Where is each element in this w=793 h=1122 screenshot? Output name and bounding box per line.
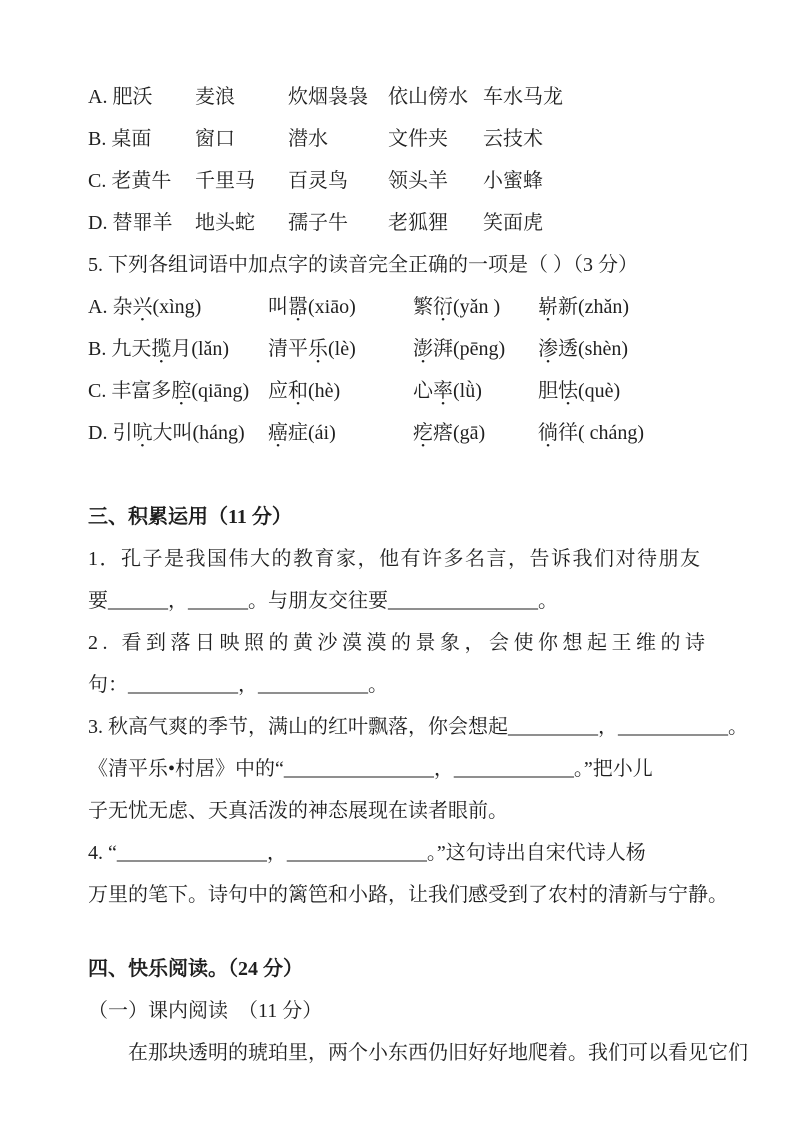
word: 车水马龙 [483,86,563,108]
word: 文件夹 [388,128,448,150]
dotted-char: 揽 [151,338,172,360]
pinyin-term [88,370,258,412]
term-post: (qiāng) [191,380,250,402]
pinyin-term [538,370,620,412]
term-post: (què) [578,380,621,402]
text-line-q3-c: 子无忧无虑、天真活泼的神态展现在读者眼前。 [88,800,508,822]
dotted-char: 崭 [538,296,558,318]
term-post: 徉( cháng) [558,422,645,444]
word: 窗口 [195,128,235,150]
pinyin-term [538,412,644,454]
word: 炊烟袅袅 [288,86,368,108]
dotted-char: 衍 [433,296,453,318]
option-label: C. [88,380,107,402]
text-line-q1-b: 要______，______。与朋友交往要_______________。 [88,590,558,612]
section-4-heading: 四、快乐阅读。（24 分） [88,958,303,980]
word: 老狐狸 [388,212,448,234]
q5-option-row-a [88,286,705,328]
word: 依山傍水 [388,86,468,108]
word: 老黄牛 [111,170,172,192]
word: 潜水 [288,128,328,150]
dotted-char: 率 [433,380,453,402]
pinyin-term [413,370,528,412]
term-post: (xiāo) [308,296,356,318]
term-pre: 胆 [538,380,558,402]
term-post: 湃(pēng) [433,338,506,360]
q5-option-row-c [88,370,705,412]
q5-option-row-d [88,412,705,454]
term-post: (yǎn ) [453,296,501,318]
text-line-q4-b: 万里的笔下。诗句中的篱笆和小路，让我们感受到了农村的清新与宁静。 [88,884,728,906]
question-5-stem: 5. 下列各组词语中加点字的读音完全正确的一项是（ ）（3 分） [88,254,638,276]
pinyin-term [88,328,258,370]
word: 替罪羊 [112,212,173,234]
pinyin-term [413,412,528,454]
word: 千里马 [195,170,255,192]
pinyin-term [538,328,628,370]
q5-option-row-b [88,328,705,370]
term-post: (lǜ) [453,380,482,402]
word: 小蜜蜂 [483,170,543,192]
pinyin-term [88,286,258,328]
text-line-q2-b: 句：___________，___________。 [88,674,388,696]
dotted-char: 癌 [268,422,288,444]
word-cell [88,118,195,160]
dotted-char: 徜 [538,422,558,444]
term-post: 新(zhǎn) [558,296,630,318]
word: 云技术 [483,128,543,150]
text-line-q4-a: 4. “_______________，______________。”这句诗出自宋代诗人杨 [88,842,646,864]
term-pre: 繁 [413,296,433,318]
term-pre: 清平 [268,338,308,360]
text-line-q2-a: 2. 看到落日映照的黄沙漠漠的景象，会使你想起王维的诗 [88,632,710,654]
term-pre: 引 [112,422,133,444]
dotted-char: 怯 [558,380,578,402]
section-3-heading: 三、积累运用（11 分） [88,506,292,528]
pinyin-term [88,412,258,454]
term-pre: 心 [413,380,433,402]
word: 笑面虎 [483,212,543,234]
term-pre: 叫 [268,296,288,318]
word: 麦浪 [195,86,235,108]
pinyin-term [413,286,528,328]
pinyin-term [538,286,629,328]
term-post: 大叫(háng) [152,422,245,444]
dotted-char: 渗 [538,338,558,360]
option-label: B. [88,128,107,150]
term-post: 月(lǎn) [171,338,230,360]
dotted-char: 腔 [171,380,192,402]
option-label: A. [88,86,108,108]
term-pre: 杂 [112,296,133,318]
term-pre: 九天 [111,338,152,360]
term-pre: 丰富多 [111,380,172,402]
text-line-q3-a: 3. 秋高气爽的季节，满山的红叶飘落，你会想起_________，___________。 [88,716,748,738]
section-4-subheading: （一）课内阅读 （11 分） [88,1000,323,1022]
option-label: B. [88,338,107,360]
option-label: A. [88,296,108,318]
pinyin-term [268,328,403,370]
word-group-row-a [88,76,705,118]
text-line-q3-b: 《清平乐•村居》中的“_______________，____________。”把小儿 [88,758,653,780]
option-label: C. [88,170,107,192]
dotted-char: 嚣 [288,296,308,318]
dotted-char: 和 [288,380,308,402]
word-cell [88,202,195,244]
word: 领头羊 [388,170,448,192]
passage-line: 在那块透明的琥珀里，两个小东西仍旧好好地爬着。我们可以看见它们 [128,1042,748,1064]
pinyin-term [413,328,528,370]
word-cell [88,160,195,202]
word: 桌面 [111,128,152,150]
term-pre: 应 [268,380,288,402]
term-post: (xìng) [152,296,202,318]
word: 孺子牛 [288,212,348,234]
term-post: (hè) [308,380,341,402]
option-label: D. [88,212,108,234]
term-post: 瘩(gā) [433,422,486,444]
pinyin-term [268,286,403,328]
dotted-char: 兴 [132,296,153,318]
dotted-char: 吭 [132,422,153,444]
text-line-q1-a: 1．孔子是我国伟大的教育家，他有许多名言，告诉我们对待朋友 [88,548,702,570]
term-post: 透(shèn) [558,338,628,360]
word-group-row-d [88,202,705,244]
word-group-row-c [88,160,705,202]
term-post: 症(ái) [288,422,336,444]
pinyin-term [268,370,403,412]
word: 百灵鸟 [288,170,348,192]
word: 地头蛇 [195,212,255,234]
word: 肥沃 [112,86,153,108]
dotted-char: 澎 [413,338,433,360]
dotted-char: 乐 [308,338,328,360]
pinyin-term [268,412,403,454]
word-group-row-b [88,118,705,160]
option-label: D. [88,422,108,444]
dotted-char: 疙 [413,422,433,444]
term-post: (lè) [328,338,356,360]
word-cell [88,76,195,118]
